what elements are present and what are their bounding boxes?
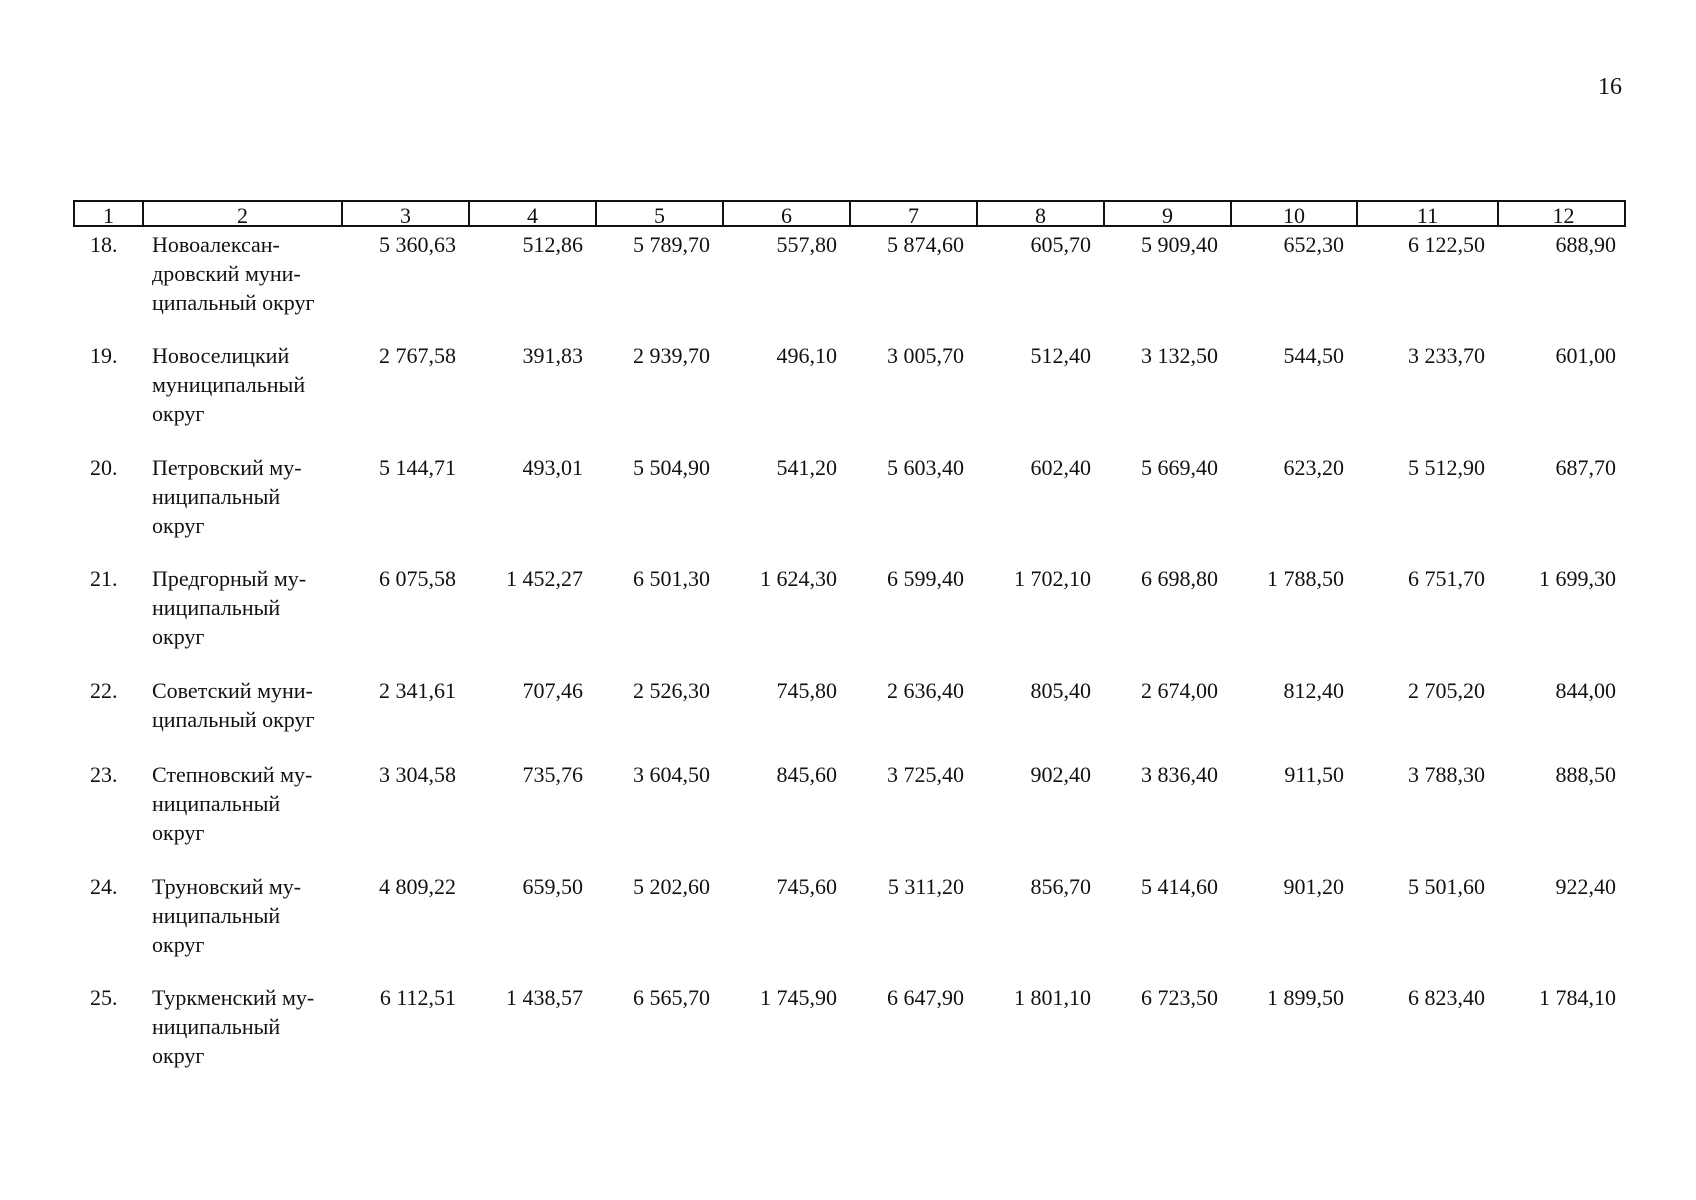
municipality-name xyxy=(152,453,329,540)
value-cell-col-6: 845,60 xyxy=(776,762,837,787)
header-cell: 1 xyxy=(103,203,114,228)
value-cell-col-5: 3 604,50 xyxy=(633,762,710,787)
header-cell: 10 xyxy=(1230,202,1356,225)
value-cell-col-5: 6 501,30 xyxy=(633,566,710,591)
municipality-name-line: Петровский му- xyxy=(152,455,302,480)
value-cell-col-11: 3 233,70 xyxy=(1408,343,1485,368)
header-cell: 4 xyxy=(468,202,595,225)
page-number: 16 xyxy=(1598,74,1622,100)
municipality-name-line: ципальный округ xyxy=(152,290,315,315)
municipality-name-line: округ xyxy=(152,1043,205,1068)
header-cell: 7 xyxy=(849,202,976,225)
value-cell-col-4: 1 452,27 xyxy=(506,566,583,591)
row-number: 22. xyxy=(90,678,118,703)
value-cell-col-7: 2 636,40 xyxy=(887,678,964,703)
row-number: 21. xyxy=(90,566,118,591)
municipality-name-line: округ xyxy=(152,820,205,845)
value-cell-col-9: 6 723,50 xyxy=(1141,985,1218,1010)
value-cell-col-6: 745,80 xyxy=(776,678,837,703)
value-cell-col-8: 856,70 xyxy=(1030,874,1091,899)
municipality-name-line: Советский муни- xyxy=(152,678,313,703)
municipality-name xyxy=(152,676,329,734)
value-cell-col-8: 1 801,10 xyxy=(1014,985,1091,1010)
value-cell-col-11: 5 501,60 xyxy=(1408,874,1485,899)
value-cell-col-5: 2 526,30 xyxy=(633,678,710,703)
value-cell-col-9: 5 909,40 xyxy=(1141,232,1218,257)
value-cell-col-9: 3 836,40 xyxy=(1141,762,1218,787)
value-cell-col-7: 5 603,40 xyxy=(887,455,964,480)
value-cell-col-6: 541,20 xyxy=(776,455,837,480)
header-cell: 12 xyxy=(1497,202,1628,225)
value-cell-col-10: 623,20 xyxy=(1283,455,1344,480)
header-cell: 3 xyxy=(341,202,468,225)
value-cell-col-4: 659,50 xyxy=(522,874,583,899)
municipality-name-line: Новоселицкий xyxy=(152,343,290,368)
value-cell-col-5: 5 789,70 xyxy=(633,232,710,257)
municipality-name-line: дровский муни- xyxy=(152,261,301,286)
value-cell-col-12: 922,40 xyxy=(1555,874,1616,899)
value-cell-col-8: 805,40 xyxy=(1030,678,1091,703)
value-cell-col-12: 601,00 xyxy=(1555,343,1616,368)
row-number: 18. xyxy=(90,232,118,257)
municipality-name-line: Труновский му- xyxy=(152,874,302,899)
municipality-name-line: муниципальный xyxy=(152,372,306,397)
row-number: 20. xyxy=(90,455,118,480)
value-cell-col-8: 605,70 xyxy=(1030,232,1091,257)
value-cell-col-10: 911,50 xyxy=(1284,762,1344,787)
municipality-name-line: ниципальный xyxy=(152,791,281,816)
value-cell-col-7: 5 874,60 xyxy=(887,232,964,257)
municipality-name-line: ниципальный xyxy=(152,903,281,928)
value-cell-col-6: 745,60 xyxy=(776,874,837,899)
header-cell: 9 xyxy=(1103,202,1230,225)
value-cell-col-11: 2 705,20 xyxy=(1408,678,1485,703)
value-cell-col-10: 901,20 xyxy=(1283,874,1344,899)
header-cell: 11 xyxy=(1356,202,1497,225)
value-cell-col-6: 557,80 xyxy=(776,232,837,257)
value-cell-col-12: 1 784,10 xyxy=(1539,985,1616,1010)
value-cell-col-12: 687,70 xyxy=(1555,455,1616,480)
value-cell-col-3: 5 360,63 xyxy=(379,232,456,257)
value-cell-col-7: 5 311,20 xyxy=(887,874,964,899)
value-cell-col-10: 1 788,50 xyxy=(1267,566,1344,591)
value-cell-col-8: 512,40 xyxy=(1030,343,1091,368)
municipality-name xyxy=(152,564,329,651)
municipality-name-line: округ xyxy=(152,624,205,649)
row-number: 19. xyxy=(90,343,118,368)
value-cell-col-3: 2 341,61 xyxy=(379,678,456,703)
value-cell-col-4: 707,46 xyxy=(522,678,583,703)
municipality-name-line: Степновский му- xyxy=(152,762,313,787)
municipality-name-line: округ xyxy=(152,513,205,538)
value-cell-col-9: 2 674,00 xyxy=(1141,678,1218,703)
value-cell-col-4: 735,76 xyxy=(522,762,583,787)
value-cell-col-6: 1 624,30 xyxy=(760,566,837,591)
value-cell-col-12: 688,90 xyxy=(1555,232,1616,257)
value-cell-col-11: 6 823,40 xyxy=(1408,985,1485,1010)
municipality-name-line: округ xyxy=(152,932,205,957)
value-cell-col-8: 602,40 xyxy=(1030,455,1091,480)
value-cell-col-12: 844,00 xyxy=(1555,678,1616,703)
header-cell: 8 xyxy=(976,202,1103,225)
value-cell-col-6: 496,10 xyxy=(776,343,837,368)
municipality-name xyxy=(152,983,329,1070)
municipality-name xyxy=(152,230,329,317)
value-cell-col-10: 544,50 xyxy=(1283,343,1344,368)
value-cell-col-8: 1 702,10 xyxy=(1014,566,1091,591)
municipality-name-line: ципальный округ xyxy=(152,707,315,732)
value-cell-col-7: 6 647,90 xyxy=(887,985,964,1010)
value-cell-col-3: 6 075,58 xyxy=(379,566,456,591)
municipality-name-line: Новоалексан- xyxy=(152,232,280,257)
value-cell-col-4: 512,86 xyxy=(522,232,583,257)
header-cell: 6 xyxy=(722,202,849,225)
municipality-name-line: Предгорный му- xyxy=(152,566,307,591)
value-cell-col-10: 1 899,50 xyxy=(1267,985,1344,1010)
value-cell-col-4: 391,83 xyxy=(522,343,583,368)
value-cell-col-7: 3 005,70 xyxy=(887,343,964,368)
value-cell-col-11: 6 751,70 xyxy=(1408,566,1485,591)
value-cell-col-5: 2 939,70 xyxy=(633,343,710,368)
municipality-name-line: ниципальный xyxy=(152,484,281,509)
value-cell-col-9: 5 414,60 xyxy=(1141,874,1218,899)
municipality-name xyxy=(152,341,329,428)
municipality-name xyxy=(152,872,329,959)
value-cell-col-7: 3 725,40 xyxy=(887,762,964,787)
value-cell-col-11: 3 788,30 xyxy=(1408,762,1485,787)
row-number: 23. xyxy=(90,762,118,787)
municipality-name-line: округ xyxy=(152,401,205,426)
municipality-name-line: ниципальный xyxy=(152,595,281,620)
value-cell-col-11: 5 512,90 xyxy=(1408,455,1485,480)
value-cell-col-3: 5 144,71 xyxy=(379,455,456,480)
value-cell-col-8: 902,40 xyxy=(1030,762,1091,787)
value-cell-col-5: 5 504,90 xyxy=(633,455,710,480)
value-cell-col-3: 6 112,51 xyxy=(379,985,456,1010)
value-cell-col-3: 4 809,22 xyxy=(379,874,456,899)
value-cell-col-5: 6 565,70 xyxy=(633,985,710,1010)
value-cell-col-4: 1 438,57 xyxy=(506,985,583,1010)
header-cell: 2 xyxy=(142,202,341,225)
value-cell-col-10: 652,30 xyxy=(1283,232,1344,257)
value-cell-col-3: 2 767,58 xyxy=(379,343,456,368)
header-cell: 5 xyxy=(595,202,722,225)
value-cell-col-7: 6 599,40 xyxy=(887,566,964,591)
value-cell-col-12: 888,50 xyxy=(1555,762,1616,787)
value-cell-col-9: 3 132,50 xyxy=(1141,343,1218,368)
value-cell-col-10: 812,40 xyxy=(1283,678,1344,703)
value-cell-col-3: 3 304,58 xyxy=(379,762,456,787)
table-header-row xyxy=(73,200,1626,227)
value-cell-col-9: 6 698,80 xyxy=(1141,566,1218,591)
row-number: 24. xyxy=(90,874,118,899)
value-cell-col-6: 1 745,90 xyxy=(760,985,837,1010)
municipality-name xyxy=(152,760,329,847)
value-cell-col-11: 6 122,50 xyxy=(1408,232,1485,257)
municipality-name-line: ниципальный xyxy=(152,1014,281,1039)
value-cell-col-5: 5 202,60 xyxy=(633,874,710,899)
value-cell-col-9: 5 669,40 xyxy=(1141,455,1218,480)
municipality-name-line: Туркменский му- xyxy=(152,985,315,1010)
value-cell-col-4: 493,01 xyxy=(522,455,583,480)
value-cell-col-12: 1 699,30 xyxy=(1539,566,1616,591)
row-number: 25. xyxy=(90,985,118,1010)
